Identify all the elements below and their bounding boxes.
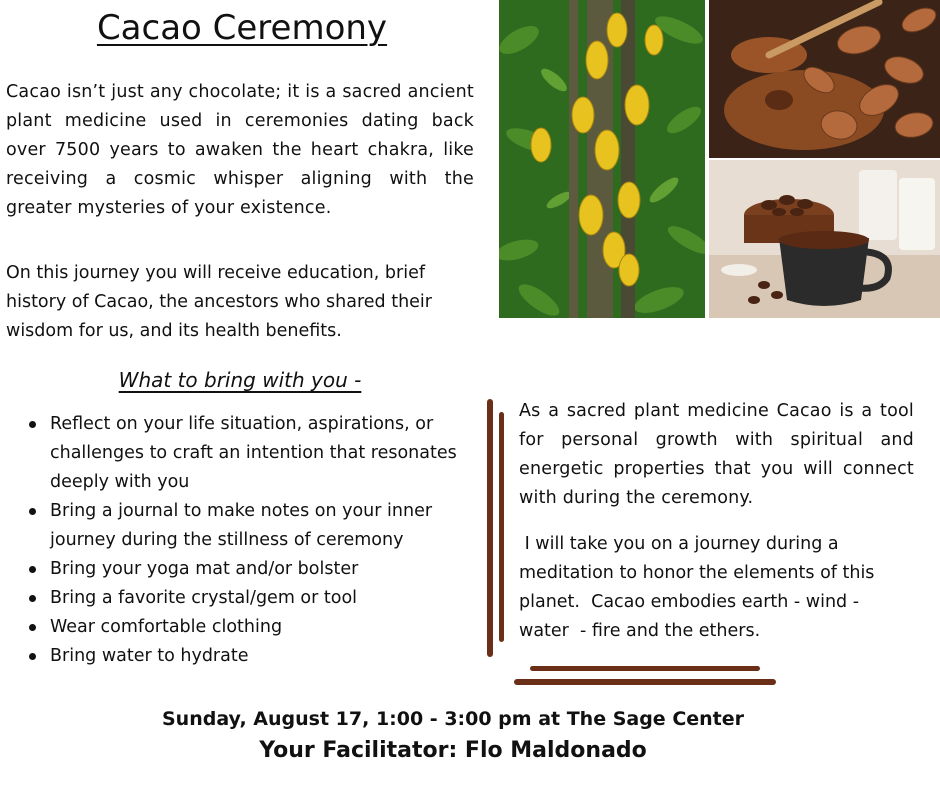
page-title: Cacao Ceremony [96, 8, 388, 48]
facilitator-line: Your Facilitator: Flo Maldonado [259, 738, 647, 763]
bullet-icon [29, 421, 36, 428]
event-date-line: Sunday, August 17, 1:00 - 3:00 pm at The Sage Center [161, 708, 745, 730]
bring-heading: What to bring with you - [118, 368, 362, 392]
list-item [24, 613, 474, 642]
list-item-text: Reflect on your life situation, aspirations, or challenges to craft an intention that resonates deeply with you [50, 414, 457, 492]
bullet-icon [29, 653, 36, 660]
list-item-text: Bring water to hydrate [50, 646, 249, 666]
intro-paragraph: Cacao isn’t just any chocolate; it is a sacred ancient plant medicine used in ceremonies dating back over 7500 years to awaken the heart chakra, like receiving a cosmic whisper aligning with the greater mysteries of your existence. [6, 82, 474, 218]
journey-description: I will take you on a journey during a meditation to honor the elements of this planet. Cacao embodies earth - wind - water - fire and the ethers. [519, 534, 881, 641]
bullet-icon [29, 595, 36, 602]
list-item [24, 555, 474, 584]
bullet-icon [29, 624, 36, 631]
list-item [24, 584, 474, 613]
vertical-divider [499, 412, 504, 642]
horizontal-divider [530, 666, 760, 671]
cacao-beans-powder-photo [709, 0, 940, 158]
list-item [24, 642, 474, 671]
list-item-text: Bring your yoga mat and/or bolster [50, 559, 359, 579]
ceremony-description: As a sacred plant medicine Cacao is a tool for personal growth with spiritual and energetic properties that you will connect with during the ceremony. [519, 401, 914, 508]
cacao-tree-photo [499, 0, 705, 318]
list-item [24, 497, 474, 555]
cacao-drink-photo [709, 160, 940, 318]
list-item [24, 410, 474, 497]
bullet-icon [29, 566, 36, 573]
horizontal-divider [514, 679, 776, 685]
list-item-text: Wear comfortable clothing [50, 617, 283, 637]
list-item-text: Bring a journal to make notes on your inner journey during the stillness of ceremony [50, 501, 433, 550]
bullet-icon [29, 508, 36, 515]
intro-paragraph-2: On this journey you will receive education, brief history of Cacao, the ancestors who shared their wisdom for us, and its health benefits. [6, 263, 432, 341]
vertical-divider [487, 399, 493, 657]
list-item-text: Bring a favorite crystal/gem or tool [50, 588, 358, 608]
bring-list [24, 410, 474, 671]
